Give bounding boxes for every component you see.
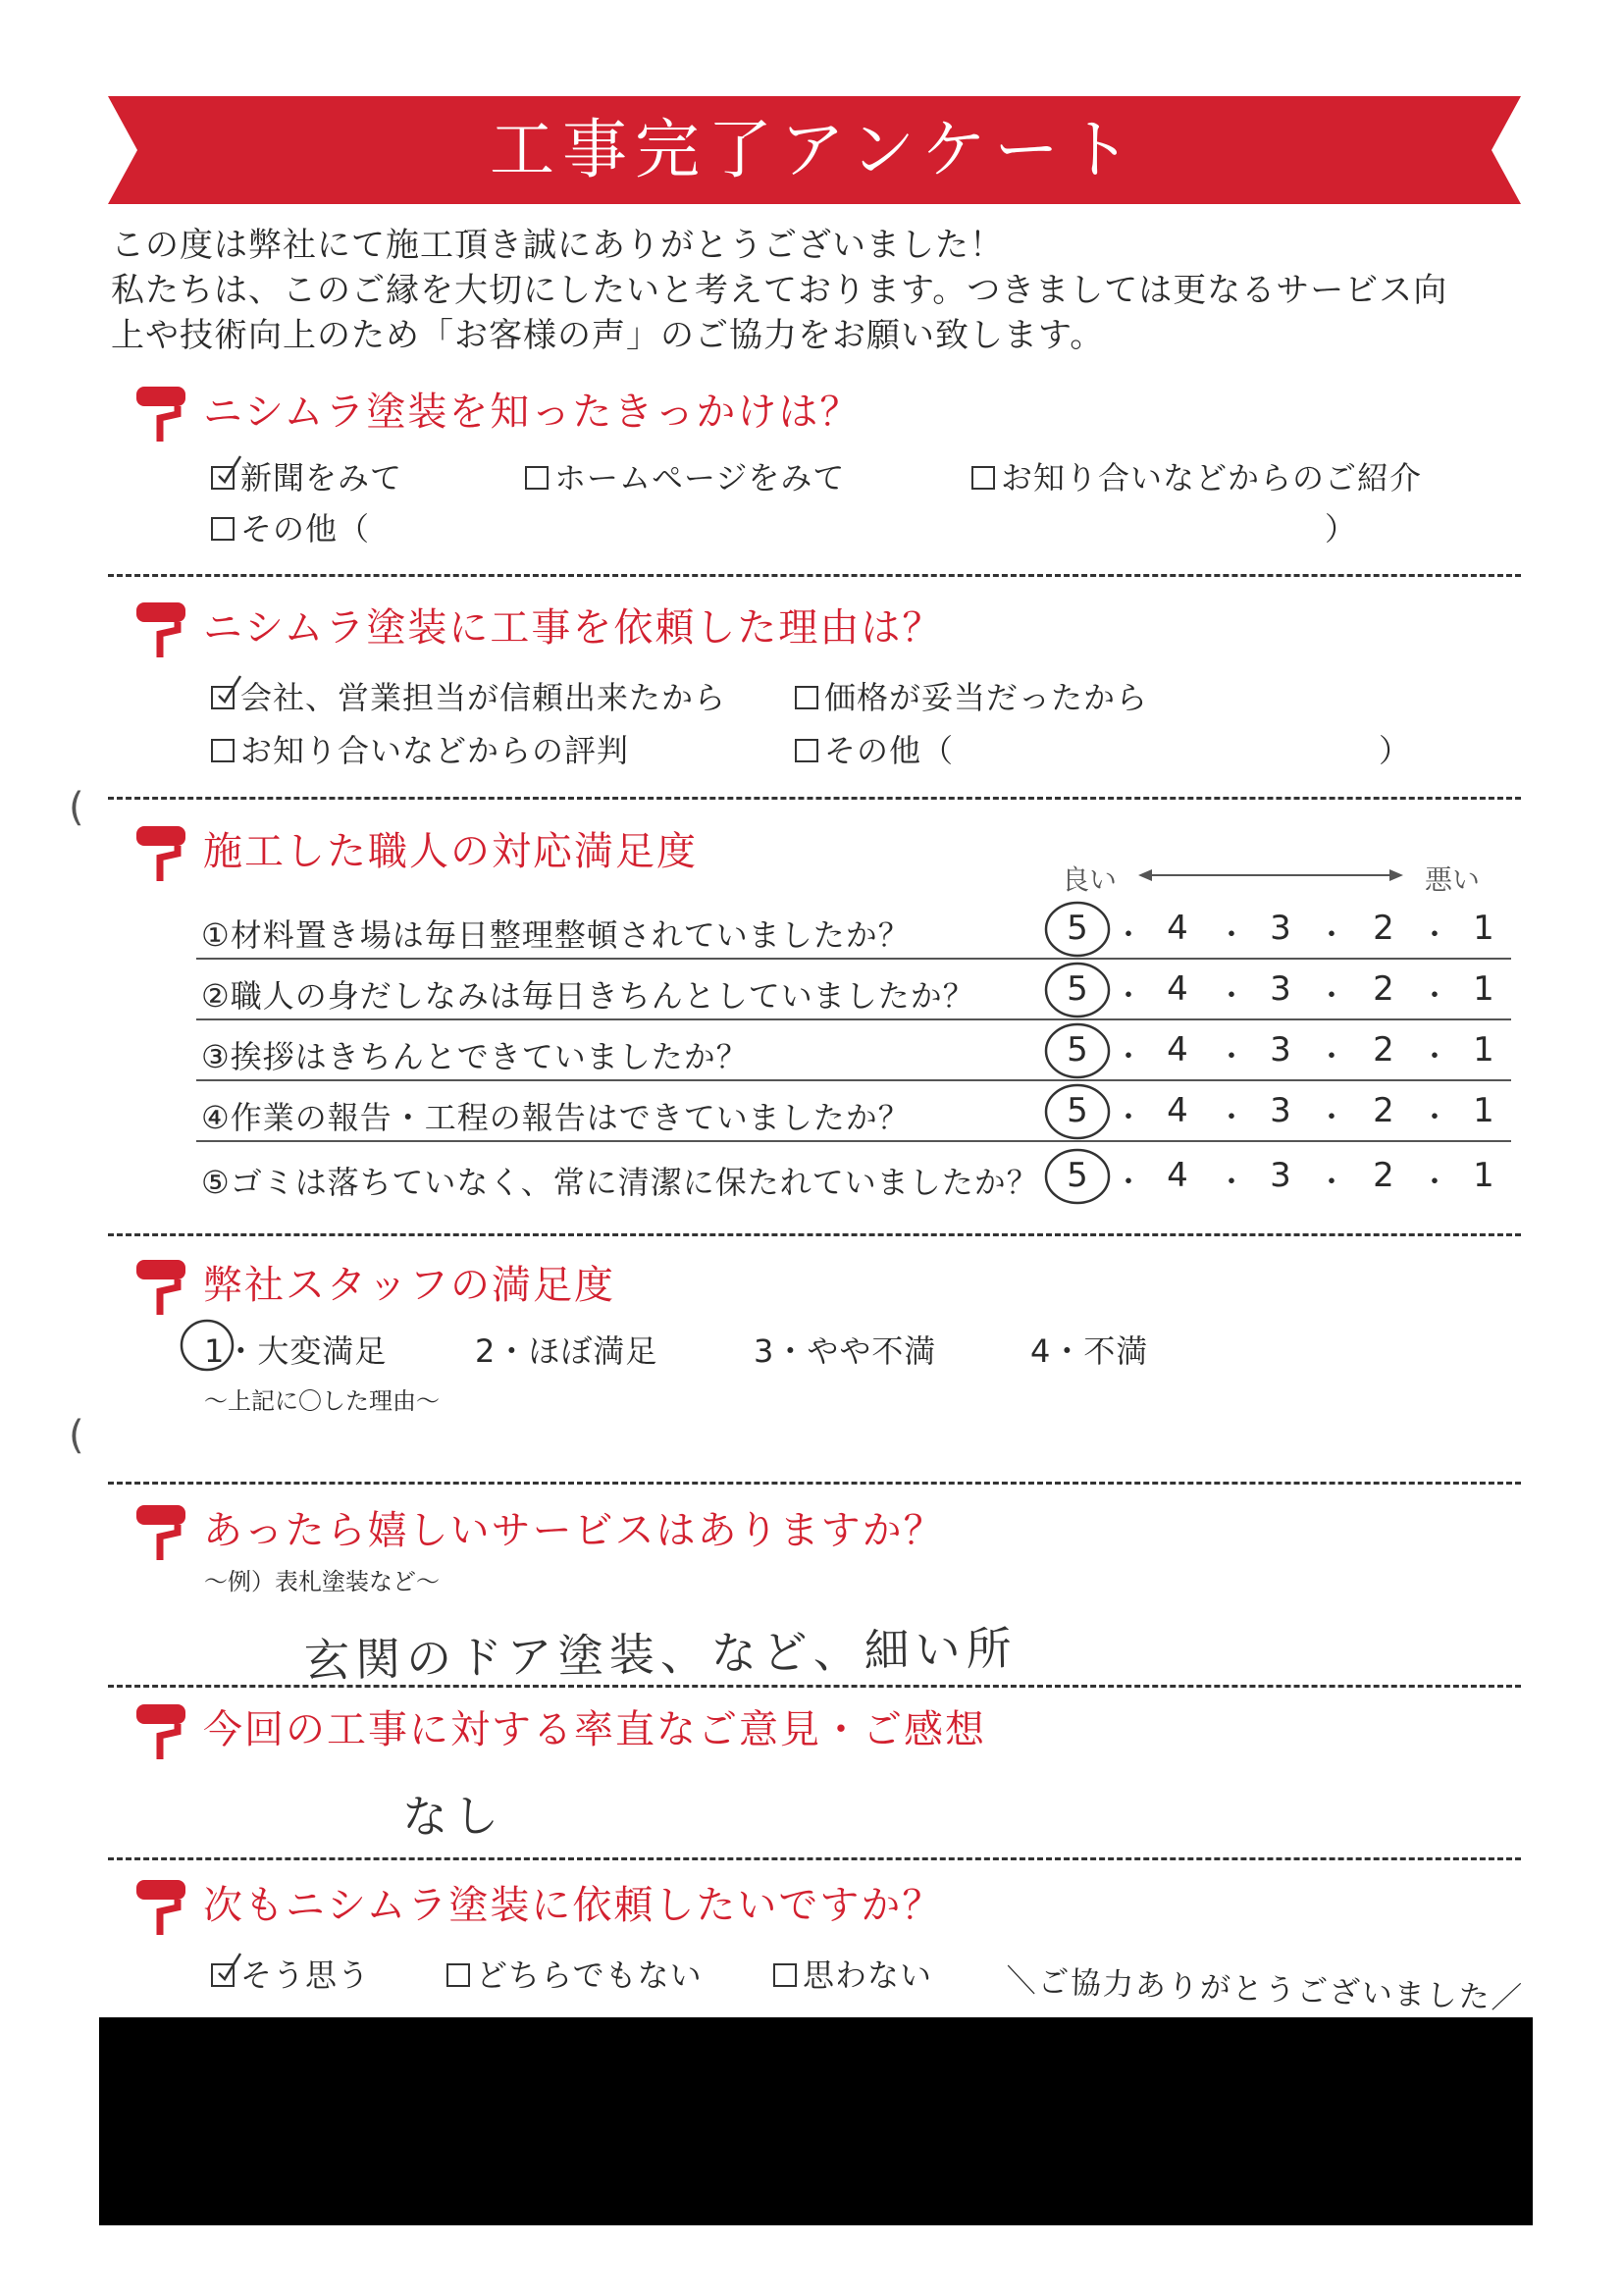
rating-separator: ・ [1114,918,1143,953]
title-banner [108,96,1521,204]
page-title: 工事完了アンケート [489,112,1140,187]
option-label: お知り合いなどからのご紹介 [1001,459,1423,496]
rating-score-option[interactable]: 4 [1167,909,1188,948]
checkbox-icon[interactable] [211,739,235,762]
checkbox-icon[interactable] [773,1963,797,1987]
section-title: ニシムラ塗装に工事を依頼した理由は？ [203,605,944,651]
section-q4 [132,1256,1506,1315]
q1-close-paren: ） [1325,510,1358,548]
paint-roller-icon [132,1256,191,1315]
section-title: 弊社スタッフの満足度 [203,1263,615,1308]
rating-score-option[interactable]: 2 [1373,1030,1394,1070]
rating-separator: ・ [1317,918,1346,953]
rating-score-option[interactable]: 3 [1270,1030,1291,1070]
rating-score-option[interactable]: 5 [1067,909,1088,948]
rating-separator: ・ [1420,918,1449,953]
q1-option-newspaper[interactable] [211,453,402,498]
section-title: 次もニシムラ塗装に依頼したいですか？ [203,1883,944,1928]
rating-separator: ・ [1217,1040,1246,1074]
rating-question: ④作業の報告・工程の報告はできていましたか？ [201,1099,911,1136]
rating-score-option[interactable]: 3 [1270,1156,1291,1195]
paint-roller-icon [132,599,191,657]
rating-separator: ・ [1217,1166,1246,1200]
row-divider [196,958,1511,960]
q1-option-other[interactable] [211,504,370,549]
rating-separator: ・ [1114,1101,1143,1135]
rating-score-option[interactable]: 5 [1067,1030,1088,1070]
paint-roller-icon [132,822,191,881]
circled-answer-icon [1038,897,1117,962]
circled-answer-icon [1038,958,1117,1022]
rating-separator: ・ [1420,1166,1449,1200]
rating-question: ①材料置き場は毎日整理整頓されていましたか？ [201,916,911,954]
rating-score-option[interactable]: 3 [1270,969,1291,1009]
rating-score-option[interactable]: 2 [1373,909,1394,948]
q7-option-yes[interactable] [211,1951,370,1996]
rating-score-option[interactable]: 4 [1167,1091,1188,1130]
option-label: どちらでもない [476,1957,703,1994]
option-label: 会社、営業担当が信頼出来たから [240,679,727,716]
q4-option-1[interactable]: 1・大変満足 [204,1332,388,1370]
handwritten-answer: なし [401,1789,505,1844]
rating-separator: ・ [1317,1101,1346,1135]
intro-line-2: 私たちは、このご縁を大切にしたいと考えております。つきましては更なるサービス向 [111,271,1448,310]
paint-roller-icon [132,383,191,442]
section-q7 [132,1876,1506,1935]
thanks-message: ＼ご協力ありがとうございました／ [1005,1962,1525,2017]
rating-separator: ・ [1114,979,1143,1014]
q2-option-other[interactable] [795,726,954,771]
rating-score-option[interactable]: 4 [1167,1156,1188,1195]
section-q6 [132,1700,1506,1759]
rating-separator: ・ [1420,979,1449,1014]
rating-score-option[interactable]: 2 [1373,969,1394,1009]
circled-mark-icon [177,1315,237,1376]
rating-separator: ・ [1317,1166,1346,1200]
q4-option-3[interactable]: 3・やや不満 [754,1332,937,1370]
handwritten-answer: 玄関のドア塗装、など、細い所 [303,1621,1019,1688]
rating-score-option[interactable]: 5 [1067,969,1088,1009]
option-label: ホームページをみて [554,459,846,496]
rating-separator: ・ [1317,979,1346,1014]
circled-answer-icon [1038,1144,1117,1209]
rating-score-option[interactable]: 4 [1167,969,1188,1009]
paint-roller-icon [132,1876,191,1935]
rating-score-option[interactable]: 5 [1067,1156,1088,1195]
rating-score-option[interactable]: 2 [1373,1091,1394,1130]
scale-bad-label: 悪い [1425,863,1481,896]
q2-option-reputation[interactable] [211,726,629,771]
rating-score-option[interactable]: 1 [1473,1156,1494,1195]
example-label: ～例）表札塗装など～ [204,1568,440,1595]
binder-hole-mark: ( [69,1413,84,1458]
section-q1 [132,383,1506,442]
section-title: 今回の工事に対する率直なご意見・ご感想 [203,1707,986,1752]
rating-question: ③挨拶はきちんとできていましたか？ [201,1038,749,1075]
binder-hole-mark: ( [69,785,84,830]
checkbox-icon[interactable] [971,466,995,490]
q1-option-referral[interactable] [971,453,1422,498]
section-title: 施工した職人の対応満足度 [203,829,698,874]
checkbox-icon[interactable] [795,686,818,709]
rating-score-option[interactable]: 2 [1373,1156,1394,1195]
option-label: その他（ [824,732,955,769]
rating-question: ②職人の身だしなみは毎日きちんとしていましたか？ [201,977,975,1015]
scale-good-label: 良い [1062,863,1118,896]
rating-separator: ・ [1420,1040,1449,1074]
rating-separator: ・ [1420,1101,1449,1135]
circled-answer-icon [1038,1079,1117,1144]
checkbox-checked-icon[interactable] [211,1963,235,1987]
q4-option-4[interactable]: 4・不満 [1030,1332,1149,1370]
rating-score-option[interactable]: 3 [1270,909,1291,948]
row-divider [196,1018,1511,1020]
rating-separator: ・ [1217,979,1246,1014]
q7-option-neutral[interactable] [446,1951,703,1996]
option-label: お知り合いなどからの評判 [240,732,630,769]
rating-score-option[interactable]: 3 [1270,1091,1291,1130]
rating-question: ⑤ゴミは落ちていなく、常に清潔に保たれていましたか？ [201,1164,1039,1201]
divider [108,574,1521,577]
option-label: 価格が妥当だったから [824,679,1149,716]
rating-separator: ・ [1317,1040,1346,1074]
option-label: その他（ [240,510,371,548]
paint-roller-icon [132,1700,191,1759]
row-divider [196,1079,1511,1081]
divider [108,1857,1521,1860]
rating-score-option[interactable]: 1 [1473,909,1494,948]
checkbox-icon[interactable] [525,466,549,490]
rating-separator: ・ [1217,918,1246,953]
section-title: ニシムラ塗装を知ったきっかけは？ [203,390,862,435]
intro-line-1: この度は弊社にて施工頂き誠にありがとうございました！ [111,226,1004,265]
divider [108,797,1521,800]
checkbox-icon[interactable] [795,739,818,762]
checkbox-checked-icon[interactable] [211,466,235,490]
q7-option-no[interactable] [773,1951,932,1996]
rating-score-option[interactable]: 5 [1067,1091,1088,1130]
checkbox-icon[interactable] [211,517,235,541]
rating-score-option[interactable]: 1 [1473,969,1494,1009]
checkbox-checked-icon[interactable] [211,686,235,709]
circled-answer-icon [1038,1018,1117,1083]
option-label: そう思う [240,1957,371,1994]
q1-option-homepage[interactable] [525,453,845,498]
checkbox-icon[interactable] [446,1963,470,1987]
rating-separator: ・ [1114,1166,1143,1200]
rating-separator: ・ [1217,1101,1246,1135]
rating-score-option[interactable]: 1 [1473,1030,1494,1070]
rating-score-option[interactable]: 1 [1473,1091,1494,1130]
option-label: 思わない [803,1957,933,1994]
section-q5 [132,1501,1506,1560]
reason-label: ～上記に〇した理由～ [204,1387,440,1415]
divider [108,1685,1521,1688]
q2-close-paren: ） [1379,732,1412,769]
divider [108,1233,1521,1236]
section-title: あったら嬉しいサービスはありますか？ [203,1508,945,1553]
q2-option-price[interactable] [795,673,1148,718]
section-q2 [132,599,1506,657]
option-label: 新聞をみて [240,459,403,496]
scale-arrow-icon [1138,865,1403,885]
rating-separator: ・ [1114,1040,1143,1074]
redacted-block [99,2017,1533,2225]
divider [108,1482,1521,1485]
row-divider [196,1140,1511,1142]
paint-roller-icon [132,1501,191,1560]
q2-option-trust[interactable] [211,673,726,718]
rating-score-option[interactable]: 4 [1167,1030,1188,1070]
q4-option-2[interactable]: 2・ほぼ満足 [475,1332,658,1370]
intro-line-3: 上や技術向上のため「お客様の声」のご協力をお願い致します。 [111,316,1105,355]
